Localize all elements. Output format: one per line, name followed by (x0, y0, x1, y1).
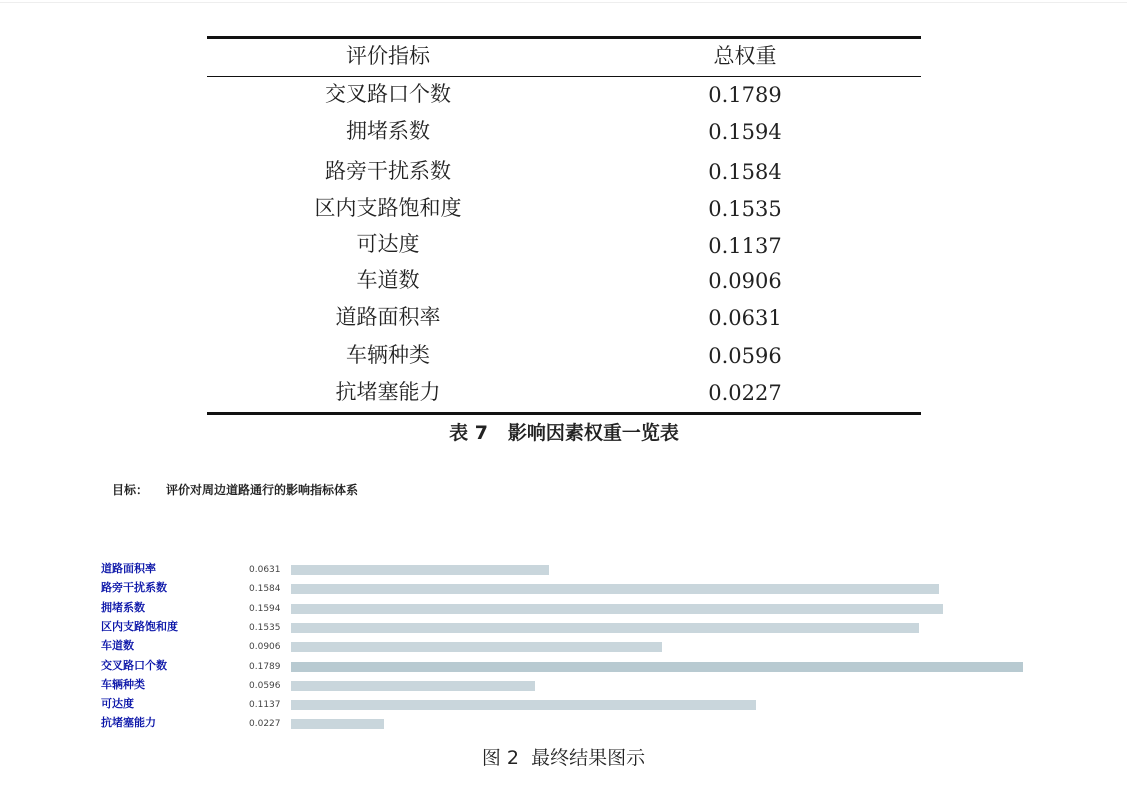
chart-value-label: 0.0906 (249, 642, 281, 652)
goal-text: 评价对周边道路通行的影响指标体系 (166, 483, 359, 497)
table-cell-indicator: 车辆种类 (346, 343, 430, 367)
chart-bar (291, 642, 662, 652)
chart-value-label: 0.0631 (249, 565, 281, 575)
table-bottom-rule (207, 412, 921, 415)
chart-value-label: 0.1789 (249, 662, 281, 672)
chart-row (0, 657, 1127, 676)
chart-row (0, 714, 1127, 733)
chart-bar (291, 565, 549, 575)
chart-category-label: 拥堵系数 (101, 601, 145, 614)
table-cell-indicator: 可达度 (356, 232, 420, 256)
chart-bar (291, 623, 919, 633)
table-cell-weight: 0.1789 (708, 83, 782, 107)
chart-bar (291, 719, 384, 729)
table-cell-weight: 0.1584 (708, 160, 782, 184)
chart-category-label: 车道数 (101, 639, 134, 652)
table-cell-weight: 0.0596 (708, 344, 782, 368)
chart-row (0, 618, 1127, 637)
table-cell-indicator: 区内支路饱和度 (314, 196, 462, 220)
chart-category-label: 可达度 (101, 697, 134, 710)
table-cell-weight: 0.1594 (708, 120, 782, 144)
chart-category-label: 路旁干扰系数 (101, 581, 167, 594)
chart-row (0, 599, 1127, 618)
chart-bar (291, 700, 756, 710)
table-cell-indicator: 路旁干扰系数 (325, 159, 451, 183)
table-caption: 表 7 影响因素权重一览表 (449, 422, 679, 444)
chart-bar (291, 604, 943, 614)
table-cell-weight: 0.0227 (708, 381, 782, 405)
chart-category-label: 车辆种类 (101, 678, 145, 691)
chart-bar (291, 681, 535, 691)
weights-table (207, 36, 921, 416)
chart-bar (291, 662, 1023, 672)
table-cell-indicator: 抗堵塞能力 (335, 380, 441, 404)
table-cell-weight: 0.0631 (708, 306, 782, 330)
chart-row (0, 676, 1127, 695)
chart-goal (112, 482, 358, 498)
chart-row (0, 560, 1127, 579)
table-cell-indicator: 拥堵系数 (346, 119, 430, 143)
chart-row (0, 579, 1127, 598)
chart-category-label: 交叉路口个数 (101, 659, 167, 672)
table-cell-indicator: 交叉路口个数 (325, 82, 451, 106)
chart-value-label: 0.0596 (249, 681, 281, 691)
top-border (0, 2, 1127, 3)
table-header-indicator: 评价指标 (346, 44, 430, 68)
chart-category-label: 道路面积率 (101, 562, 156, 575)
table-cell-weight: 0.1535 (708, 197, 782, 221)
chart-value-label: 0.1594 (249, 604, 281, 614)
table-cell-indicator: 道路面积率 (335, 305, 441, 329)
weights-bar-chart (0, 560, 1127, 745)
table-header-weight: 总权重 (713, 44, 777, 68)
chart-category-label: 区内支路饱和度 (101, 620, 178, 633)
chart-value-label: 0.1535 (249, 623, 281, 633)
table-cell-indicator: 车道数 (356, 268, 420, 292)
chart-bar (291, 584, 939, 594)
goal-label: 目标： (112, 483, 149, 497)
chart-row (0, 637, 1127, 656)
table-header-rule (207, 76, 921, 77)
chart-category-label: 抗堵塞能力 (101, 716, 156, 729)
table-cell-weight: 0.1137 (708, 234, 782, 258)
table-top-rule (207, 36, 921, 39)
figure-caption: 图 2 最终结果图示 (481, 747, 646, 769)
chart-row (0, 695, 1127, 714)
chart-value-label: 0.1137 (249, 700, 281, 710)
table-cell-weight: 0.0906 (708, 269, 782, 293)
chart-value-label: 0.1584 (249, 584, 281, 594)
chart-value-label: 0.0227 (249, 719, 281, 729)
